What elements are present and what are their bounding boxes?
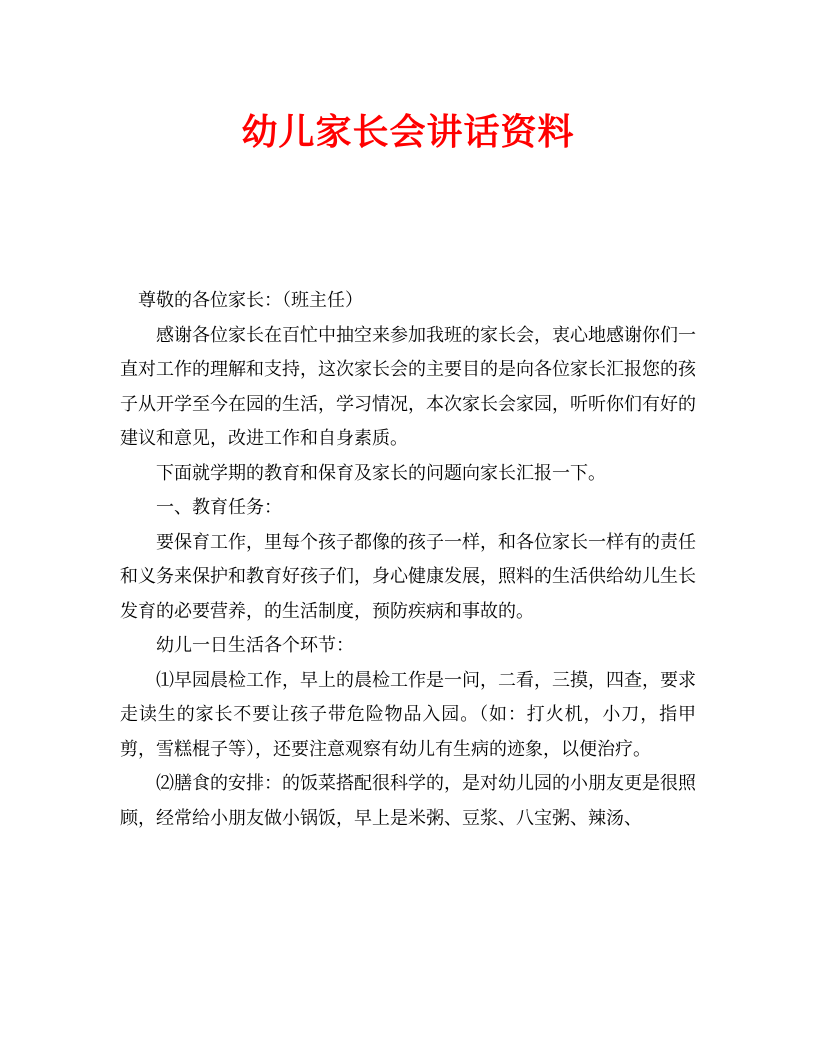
- daily-life-heading: 幼儿一日生活各个环节：: [156, 635, 354, 656]
- document-title: 幼儿家长会讲话资料: [241, 111, 575, 153]
- meal-arrangement-paragraph: ⑵膳食的安排：的饭菜搭配很科学的，是对幼儿园的小朋友更是很照顾，经常给小朋友做小锅饭，早上是米粥、豆浆、八宝粥、辣汤、: [120, 773, 696, 829]
- care-work-paragraph: 要保育工作，里每个孩子都像的孩子一样，和各位家长一样有的责任和义务来保护和教育好孩子们，身心健康发展，照料的生活供给幼儿生长发育的必要营养，的生活制度，预防疾病和事故的。: [120, 531, 696, 622]
- thanks-paragraph: 感谢各位家长在百忙中抽空来参加我班的家长会，衷心地感谢你们一直对工作的理解和支持，这次家长会的主要目的是向各位家长汇报您的孩子从开学至今在园的生活，学习情况，本次家长会家园，听听你们有好的建议和意见，改进工作和自身素质。: [120, 324, 696, 449]
- salutation-paragraph: 尊敬的各位家长：（班主任）: [138, 290, 363, 311]
- document-body: [120, 284, 696, 836]
- section-heading-education: 一、教育任务：: [156, 497, 282, 518]
- intro-paragraph: 下面就学期的教育和保育及家长的问题向家长汇报一下。: [156, 462, 606, 484]
- morning-check-paragraph: ⑴早园晨检工作，早上的晨检工作是一问，二看，三摸，四查，要求走读生的家长不要让孩子带危险物品入园。（如：打火机，小刀，指甲剪，雪糕棍子等），还要注意观察有幼儿有生病的迹象，以便治疗。: [120, 669, 696, 760]
